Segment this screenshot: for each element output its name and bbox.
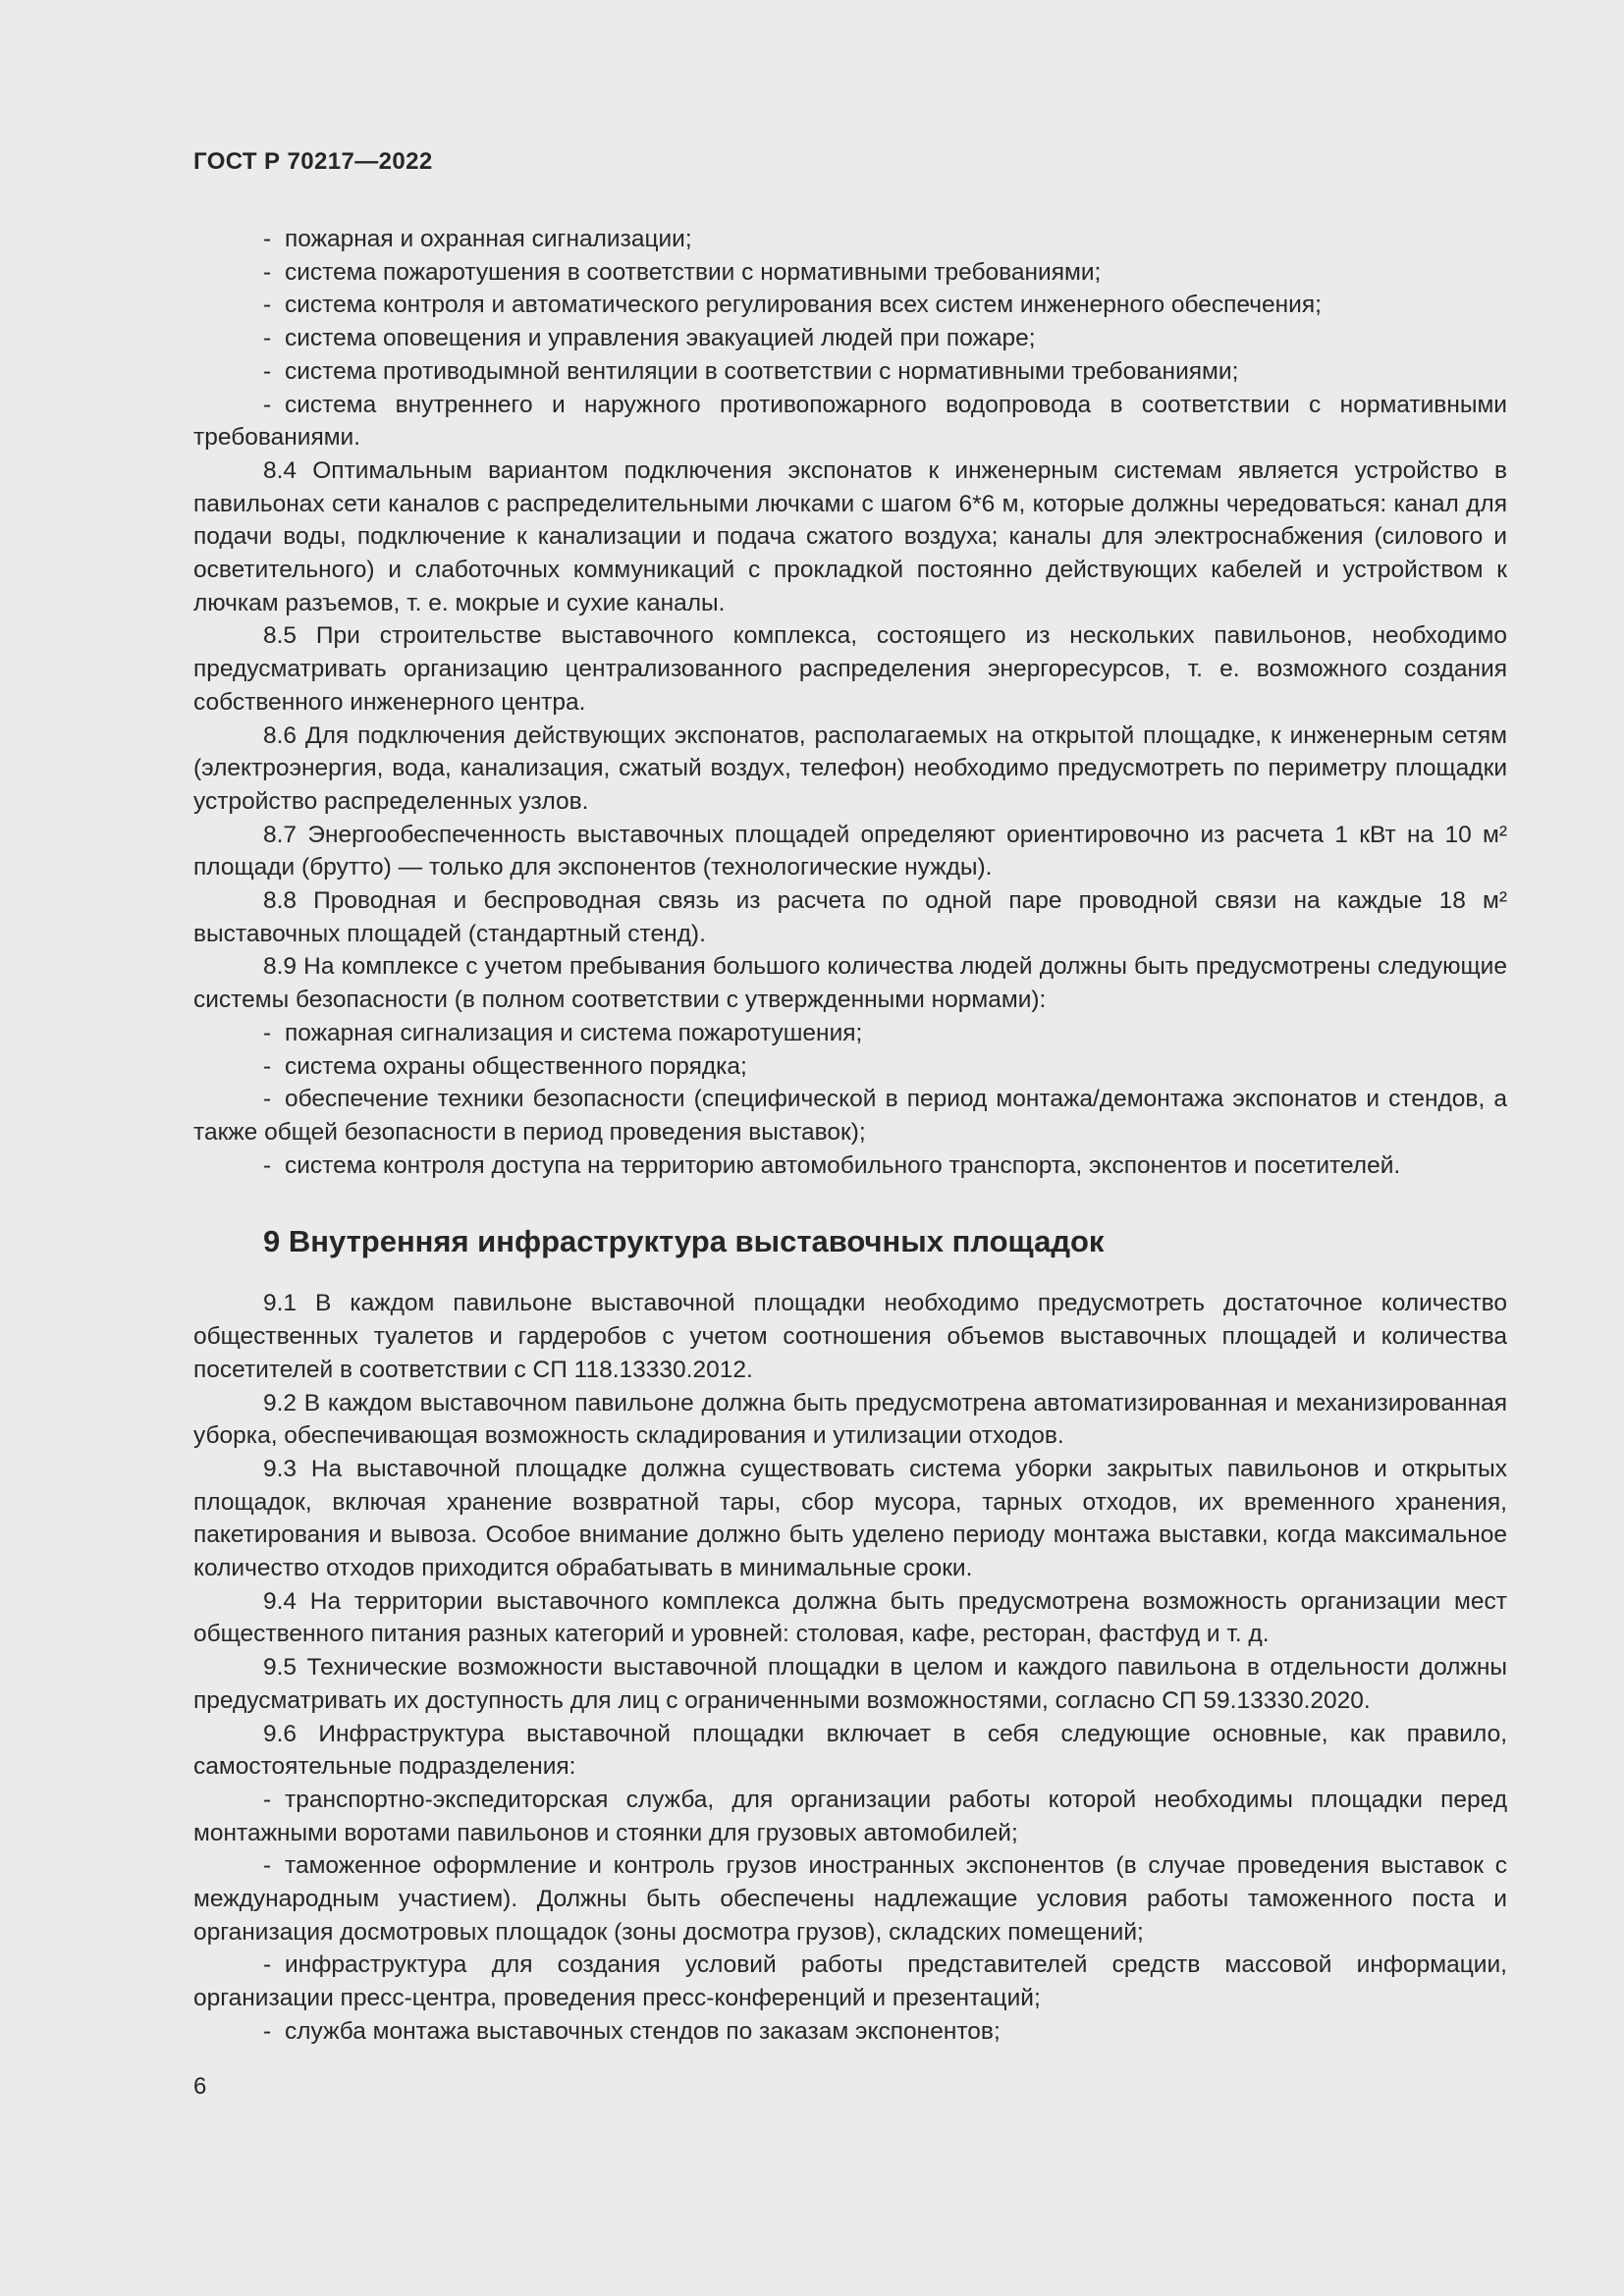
paragraph: 8.7 Энергообеспеченность выставочных площадей определяют ориентировочно из расчета 1 кВт на 10 м² площади (брутто) — только для экспонентов (технологические нужды). — [193, 821, 1507, 881]
list-item-text: система противодымной вентиляции в соответствии с нормативными требованиями; — [285, 357, 1239, 385]
list-dash: - — [263, 258, 272, 286]
list-dash: - — [263, 1786, 272, 1813]
list-dash: - — [263, 1052, 272, 1080]
list-dash: - — [263, 2017, 272, 2045]
list-item — [193, 256, 1507, 290]
list-item — [193, 1149, 1507, 1183]
list-item-text: служба монтажа выставочных стендов по заказам экспонентов; — [285, 2017, 1001, 2045]
list-item-text: система оповещения и управления эвакуацией людей при пожаре; — [285, 325, 1036, 352]
list-item-text: система контроля доступа на территорию автомобильного транспорта, экспонентов и посетителей. — [285, 1151, 1401, 1179]
paragraph: 8.8 Проводная и беспроводная связь из расчета по одной паре проводной связи на каждые 18 м² выставочных площадей (стандартный стенд). — [193, 887, 1507, 947]
list-dash: - — [263, 391, 272, 418]
list-item-text: пожарная и охранная сигнализации; — [285, 226, 692, 252]
list-item — [193, 389, 1507, 454]
list-item-text: обеспечение техники безопасности (специфической в период монтажа/демонтажа экспонатов и стендов, а также общей безопасности в период проведения выставок); — [193, 1086, 1507, 1146]
paragraph: 8.6 Для подключения действующих экспонатов, располагаемых на открытой площадке, к инженерным сетям (электроэнергия, вода, канализация, сжатый воздух, телефон) необходимо предусмотреть по периметру площадки устройство распределенных узлов. — [193, 721, 1507, 815]
list-item — [193, 322, 1507, 355]
list-dash: - — [263, 325, 272, 352]
paragraph: 8.5 При строительстве выставочного комплекса, состоящего из нескольких павильонов, необходимо предусматривать организацию централизованного распределения энергоресурсов, т. е. возможного создания собственного инженерного центра. — [193, 622, 1507, 716]
list-dash: - — [263, 292, 272, 319]
list-item — [193, 355, 1507, 389]
list-item-text: транспортно-экспедиторская служба, для организации работы которой необходимы площадки перед монтажными воротами павильонов и стоянки для грузовых автомобилей; — [193, 1786, 1507, 1846]
list-item — [193, 223, 1507, 256]
paragraph: 9.1 В каждом павильоне выставочной площадки необходимо предусмотреть достаточное количество общественных туалетов и гардеробов с учетом соотношения объемов выставочных площадей и количества посетителей в соответствии с СП 118.13330.2012. — [193, 1290, 1507, 1383]
list-dash: - — [263, 357, 272, 385]
list-dash: - — [263, 226, 272, 252]
paragraph: 9.5 Технические возможности выставочной площадки в целом и каждого павильона в отдельности должны предусматривать их доступность для лиц с ограниченными возможностями, согласно СП 59.13330.2020. — [193, 1654, 1507, 1714]
list-item-text: пожарная сигнализация и система пожаротушения; — [285, 1019, 863, 1046]
list-item-text: система пожаротушения в соответствии с нормативными требованиями; — [285, 258, 1102, 286]
list-item — [193, 1849, 1507, 1949]
list-dash: - — [263, 1852, 272, 1880]
section-heading: 9 Внутренняя инфраструктура выставочных площадок — [263, 1224, 1105, 1259]
paragraph: 9.2 В каждом выставочном павильоне должна быть предусмотрена автоматизированная и механизированная уборка, обеспечивающая возможность складирования и утилизации отходов. — [193, 1389, 1507, 1450]
paragraph: 8.9 На комплексе с учетом пребывания большого количества людей должны быть предусмотрены следующие системы безопасности (в полном соответствии с утвержденными нормами): — [193, 953, 1507, 1014]
list-item — [193, 2015, 1507, 2049]
list-dash: - — [263, 1019, 272, 1046]
paragraph: 9.4 На территории выставочного комплекса должна быть предусмотрена возможность организации мест общественного питания разных категорий и уровней: столовая, кафе, ресторан, фастфуд и т. д. — [193, 1587, 1507, 1648]
paragraph: 8.4 Оптимальным вариантом подключения экспонатов к инженерным системам является устройство в павильонах сети каналов с распределительными лючками с шагом 6*6 м, которые должны чередоваться: канал для подачи воды, подключение к канализации и подача сжатого воздуха; каналы для электроснабжения (силового и осветительного) и слаботочных коммуникаций с прокладкой постоянно действующих кабелей и устройством к лючкам разъемов, т. е. мокрые и сухие каналы. — [193, 456, 1507, 616]
list-dash: - — [263, 1086, 272, 1113]
list-item-text: инфраструктура для создания условий работы представителей средств массовой информации, организации пресс-центра, проведения пресс-конференций и презентаций; — [193, 1951, 1507, 2012]
document-body — [193, 223, 1507, 2049]
list-item — [193, 1083, 1507, 1148]
list-dash: - — [263, 1151, 272, 1179]
list-item — [193, 1050, 1507, 1084]
list-dash: - — [263, 1951, 272, 1979]
list-item-text: таможенное оформление и контроль грузов иностранных экспонентов (в случае проведения выставок с международным участием). Должны быть обеспечены надлежащие условия работы таможенного поста и организация досмотровых площадок (зоны досмотра грузов), складских помещений; — [193, 1852, 1507, 1946]
list-item-text: система контроля и автоматического регулирования всех систем инженерного обеспечения; — [285, 292, 1322, 319]
paragraph: 9.3 На выставочной площадке должна существовать система уборки закрытых павильонов и открытых площадок, включая хранение возвратной тары, сбор мусора, тарных отходов, их временного хранения, пакетирования и вывоза. Особое внимание должно быть уделено периоду монтажа выставки, когда максимальное количество отходов приходится обрабатывать в минимальные сроки. — [193, 1455, 1507, 1582]
document-code-header: ГОСТ Р 70217—2022 — [193, 148, 433, 175]
list-item — [193, 1784, 1507, 1849]
list-item — [193, 289, 1507, 322]
paragraph: 9.6 Инфраструктура выставочной площадки включает в себя следующие основные, как правило, самостоятельные подразделения: — [193, 1720, 1507, 1781]
list-item-text: система внутреннего и наружного противопожарного водопровода в соответствии с нормативными требованиями. — [193, 391, 1507, 452]
list-item — [193, 1949, 1507, 2014]
page-number: 6 — [193, 2073, 207, 2100]
list-item — [193, 1017, 1507, 1050]
list-item-text: система охраны общественного порядка; — [285, 1052, 747, 1080]
